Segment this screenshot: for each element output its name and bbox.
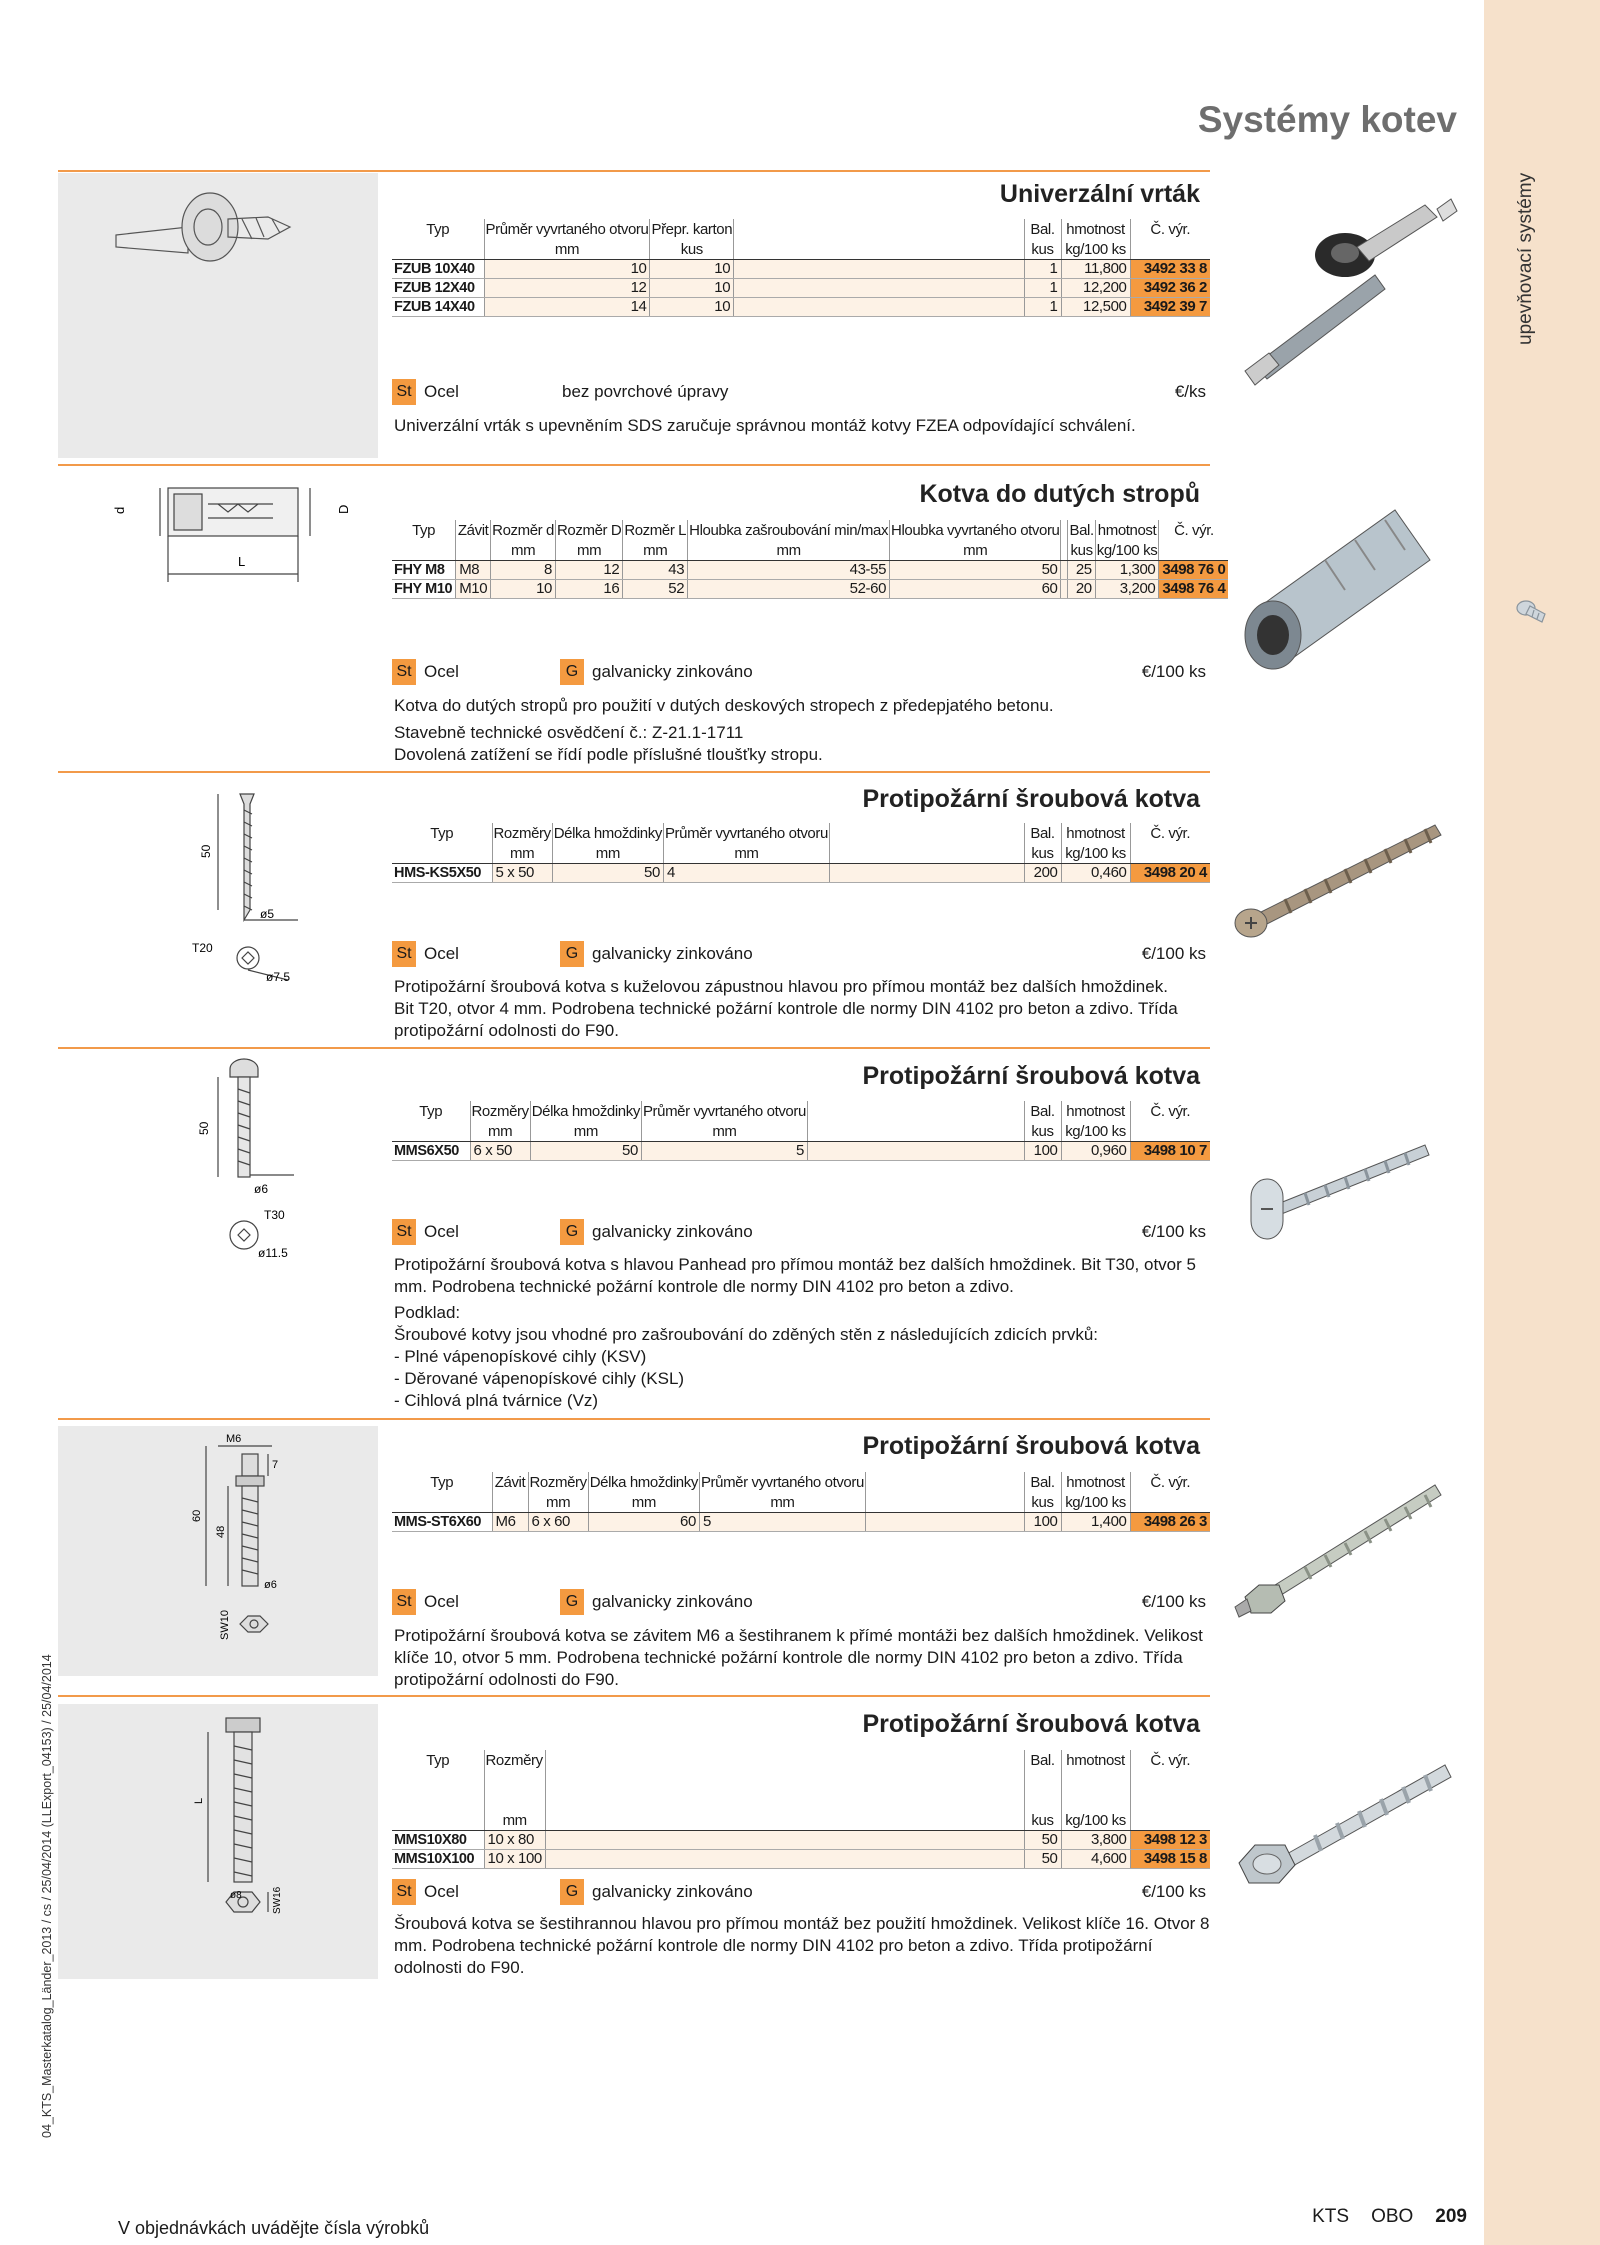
col-header: Přepr. karton — [651, 221, 733, 238]
material-text: Ocel — [424, 1222, 459, 1241]
col-header: Rozměry — [484, 1750, 545, 1770]
col-header: Průměr vyvrtaného otvoru — [485, 221, 649, 238]
product-number: 3492 33 8 — [1130, 260, 1210, 279]
technical-drawing — [58, 474, 378, 774]
section-divider — [58, 170, 1210, 172]
col-filler — [545, 1750, 1024, 1770]
surface-badge: G — [560, 1589, 584, 1615]
price-unit: €/100 ks — [1141, 1882, 1206, 1901]
table-row: MMS-ST6X60 M6 6 x 60 60 5 100 1,400 3498 26 3 — [392, 1513, 1210, 1532]
col-header: Rozměry — [529, 1474, 587, 1491]
col-header: Typ — [392, 1101, 470, 1121]
col-unit: kus — [1024, 239, 1061, 260]
table-row: HMS-KS5X50 5 x 50 50 4 200 0,460 3498 20 4 — [392, 864, 1210, 883]
material-row — [392, 941, 1210, 967]
drawing-label: 7 — [272, 1459, 279, 1471]
drawing-label: ø7.5 — [266, 970, 291, 984]
product-number: 3498 10 7 — [1130, 1142, 1210, 1161]
col-header: Typ — [392, 219, 484, 239]
col-header: Délka hmoždinky — [531, 1103, 640, 1120]
col-header: hmotnost — [1095, 520, 1159, 540]
drawing-label: 60 — [191, 1509, 203, 1522]
col-header: Bal. — [1024, 1101, 1061, 1121]
col-header: Závit — [456, 520, 491, 540]
description-line: - Plné vápenopískové cihly (KSV) — [394, 1347, 647, 1366]
product-number: 3492 39 7 — [1130, 298, 1210, 317]
surface-badge: G — [560, 659, 584, 685]
document-reference: 04_KTS_Masterkatalog_Länder_2013 / cs / 25/04/2014 (LLExport_04153) / 25/04/2014 — [40, 1654, 54, 2138]
drawing-label: ø6 — [254, 1182, 269, 1196]
price-unit: €/ks — [1174, 382, 1206, 401]
col-header: Hloubka vyvrtaného otvoru — [891, 522, 1060, 539]
drawing-label: D — [336, 504, 351, 514]
surface-text: galvanicky zinkováno — [592, 1592, 753, 1611]
table-row: FHY M8 M8 8 12 43 43-55 50 25 1,300 3498 76 0 — [392, 561, 1228, 580]
footer-brand-block — [1290, 2206, 1467, 2228]
price-unit: €/100 ks — [1141, 944, 1206, 963]
product-photo — [1225, 1085, 1465, 1285]
product-photo — [1225, 795, 1465, 995]
product-table: Typ Závit Rozměr d Rozměr D Rozměr L Hloubka zašroubování min/max Hloubka vyvrtaného otvoru Bal. hmotnost Č. výr. mm mm mm mm mm kus kg/100 ks FHY M8 M8 8 12 43 43-55 50 25 1,300 3498 76 0 FHY M10 M10 10 16 52 52-60 60 20 3,200 3498 76 4 — [392, 520, 1228, 599]
surface-text: galvanicky zinkováno — [592, 1222, 753, 1241]
product-description: Univerzální vrták s upevněním SDS zaručuje správnou montáž kotvy FZEA odpovídající schválení. — [394, 416, 1136, 435]
table-row: MMS10X100 10 x 100 50 4,600 3498 15 8 — [392, 1850, 1210, 1869]
material-badge: St — [392, 1879, 416, 1905]
material-badge: St — [392, 1219, 416, 1245]
material-badge: St — [392, 1589, 416, 1615]
material-row — [392, 379, 1210, 405]
side-band — [1484, 0, 1600, 2245]
col-header: hmotnost — [1061, 1750, 1130, 1770]
side-category-label: upevňovací systémy — [1515, 172, 1536, 345]
product-number: 3498 15 8 — [1130, 1850, 1210, 1869]
col-header: hmotnost — [1061, 1472, 1130, 1492]
col-header: Průměr vyvrtaného otvoru — [700, 1474, 864, 1491]
section-divider — [58, 1695, 1210, 1697]
section-title: Kotva do dutých stropů — [919, 480, 1200, 508]
col-header: hmotnost — [1061, 1101, 1130, 1121]
col-header: Č. výr. — [1150, 1752, 1191, 1769]
col-filler — [865, 1472, 1024, 1492]
col-header: Bal. — [1069, 522, 1094, 539]
surface-text: galvanicky zinkováno — [592, 1882, 753, 1901]
technical-drawing — [58, 780, 378, 1045]
drawing-label: 50 — [199, 844, 213, 858]
col-header: Délka hmoždinky — [589, 1474, 698, 1491]
price-unit: €/100 ks — [1141, 1222, 1206, 1241]
col-header: Č. výr. — [1150, 221, 1191, 238]
section-title: Protipožární šroubová kotva — [862, 1062, 1200, 1090]
drawing-label: T20 — [192, 941, 213, 955]
col-filler — [829, 823, 1024, 843]
product-number: 3498 20 4 — [1130, 864, 1210, 883]
table-row: MMS10X80 10 x 80 50 3,800 3498 12 3 — [392, 1831, 1210, 1850]
col-header: Rozměr d — [492, 522, 554, 539]
technical-drawing — [58, 1426, 378, 1676]
drawing-label: ø11.5 — [258, 1246, 288, 1260]
product-photo — [1225, 195, 1465, 395]
col-header: hmotnost — [1061, 823, 1130, 843]
technical-drawing — [58, 1704, 378, 1979]
product-number: 3498 76 0 — [1159, 561, 1229, 580]
col-header: Průměr vyvrtaného otvoru — [642, 1103, 806, 1120]
technical-drawing — [58, 173, 378, 458]
description-line: Dovolená zatížení se řídí podle příslušné tloušťky stropu. — [394, 745, 823, 764]
table-row: FZUB 14X40 14 10 1 12,500 3492 39 7 — [392, 298, 1210, 317]
drawing-label: ø5 — [260, 907, 275, 921]
col-header: Bal. — [1024, 1472, 1061, 1492]
col-unit: kg/100 ks — [1061, 239, 1130, 260]
description-line: Kotva do dutých stropů pro použití v dutých deskových stropech z předepjatého betonu. — [394, 696, 1054, 715]
product-description: Šroubová kotva se šestihrannou hlavou pro přímou montáž bez použití hmoždinek. Velikost klíče 16. Otvor 8 mm. Podrobena technické požární kontrole dle normy DIN 4102 pro beton a zdivo. Třída protipožární odolnosti do F90. — [394, 1914, 1210, 1977]
col-unit: mm — [484, 239, 650, 260]
material-row — [392, 659, 1210, 685]
col-header: Rozměr D — [557, 522, 622, 539]
material-text: Ocel — [424, 1882, 459, 1901]
col-header: Č. výr. — [1150, 825, 1191, 842]
col-header: Délka hmoždinky — [553, 825, 662, 842]
surface-text: galvanicky zinkováno — [592, 944, 753, 963]
surface-badge: G — [560, 1879, 584, 1905]
surface-text: galvanicky zinkováno — [592, 662, 753, 681]
section-divider — [58, 464, 1210, 466]
description-line: Podklad: — [394, 1303, 461, 1322]
table-row: FZUB 12X40 12 10 1 12,200 3492 36 2 — [392, 279, 1210, 298]
drawing-label: ø8 — [230, 1890, 242, 1901]
drawing-label: d — [112, 506, 127, 514]
col-header: Hloubka zašroubování min/max — [689, 522, 889, 539]
material-badge: St — [392, 659, 416, 685]
description-line: - Děrované vápenopískové cihly (KSL) — [394, 1369, 685, 1388]
col-header: Bal. — [1024, 823, 1061, 843]
product-photo — [1225, 490, 1465, 690]
drawing-label: 48 — [215, 1525, 227, 1538]
description-line: Šroubové kotvy jsou vhodné pro zašroubování do zděných stěn z následujících zdicích prvků: — [394, 1325, 1099, 1344]
col-header: hmotnost — [1061, 219, 1130, 239]
product-table: Typ Rozměry Délka hmoždinky Průměr vyvrtaného otvoru Bal. hmotnost Č. výr. mm mm mm kus kg/100 ks HMS-KS5X50 5 x 50 50 4 200 0,460 3498 20 4 — [392, 823, 1210, 883]
col-filler — [807, 1101, 1024, 1121]
col-header: Bal. — [1024, 1750, 1061, 1770]
col-header: Typ — [392, 1750, 484, 1770]
description-line: Stavebně technické osvědčení č.: Z-21.1-1711 — [394, 723, 744, 742]
surface-badge: G — [560, 1219, 584, 1245]
col-filler — [1061, 520, 1068, 540]
material-badge: St — [392, 941, 416, 967]
material-text: Ocel — [424, 944, 459, 963]
price-unit: €/100 ks — [1141, 1592, 1206, 1611]
drawing-label: L — [238, 554, 246, 569]
col-header: Typ — [392, 520, 456, 540]
material-row — [392, 1879, 1210, 1905]
col-header: Rozměr L — [624, 522, 687, 539]
col-header: Č. výr. — [1150, 1103, 1191, 1120]
drawing-label: L — [193, 1797, 205, 1804]
product-table: Typ Závit Rozměry Délka hmoždinky Průměr vyvrtaného otvoru Bal. hmotnost Č. výr. mm mm mm kus kg/100 ks MMS-ST6X60 M6 6 x 60 60 5 100 1,400 3498 26 3 — [392, 1472, 1210, 1532]
col-header: Rozměry — [471, 1103, 529, 1120]
col-header: Typ — [392, 823, 492, 843]
anchor-icon — [1512, 592, 1552, 632]
material-text: Ocel — [424, 382, 459, 401]
material-text: Ocel — [424, 1592, 459, 1611]
product-description: Protipožární šroubová kotva se závitem M6 a šestihranem k přímé montáži bez dalších hmoždinek. Velikost klíče 10, otvor 5 mm. Podrobena technické požární kontrole dle normy DIN 4102 pro beton a zdivo. Třída protipožární odolnosti do F90. — [394, 1626, 1203, 1689]
section-divider — [58, 771, 1210, 773]
drawing-label: T30 — [264, 1208, 285, 1222]
footer-company: OBO — [1371, 2206, 1414, 2227]
col-header: Závit — [492, 1472, 528, 1492]
section-title: Univerzální vrták — [999, 180, 1200, 208]
material-row — [392, 1589, 1210, 1615]
material-text: Ocel — [424, 662, 459, 681]
col-header: Č. výr. — [1174, 522, 1214, 539]
product-photo — [1225, 1725, 1465, 1925]
product-table — [392, 219, 1210, 317]
section-divider — [58, 1418, 1210, 1420]
product-description: Protipožární šroubová kotva s hlavou Panhead pro přímou montáž bez dalších hmoždinek. Bit T30, otvor 5 mm. Podrobena technické požární kontrole dle normy DIN 4102 pro beton a zdivo. — [394, 1255, 1196, 1296]
product-number: 3492 36 2 — [1130, 279, 1210, 298]
section-title: Protipožární šroubová kotva — [862, 785, 1200, 813]
product-photo — [1225, 1455, 1465, 1655]
col-header: Rozměry — [493, 825, 551, 842]
section-title: Protipožární šroubová kotva — [862, 1710, 1200, 1738]
drawing-label: 50 — [197, 1121, 211, 1135]
section-title: Protipožární šroubová kotva — [862, 1432, 1200, 1460]
col-header: Bal. — [1024, 219, 1061, 239]
product-number: 3498 12 3 — [1130, 1831, 1210, 1850]
description-line: - Cihlová plná tvárnice (Vz) — [394, 1391, 599, 1410]
col-header: Typ — [392, 1472, 492, 1492]
section-divider — [58, 1047, 1210, 1049]
product-number: 3498 76 4 — [1159, 580, 1229, 599]
drawing-label: SW16 — [272, 1886, 283, 1914]
price-unit: €/100 ks — [1141, 662, 1206, 681]
technical-drawing — [58, 1055, 378, 1275]
table-row: FZUB 10X40 10 10 1 11,800 3492 33 8 — [392, 260, 1210, 279]
drawing-label: SW10 — [219, 1610, 231, 1640]
col-header: Průměr vyvrtaného otvoru — [664, 825, 828, 842]
material-row — [392, 1219, 1210, 1245]
drawing-label: M6 — [226, 1433, 242, 1445]
drawing-label: ø6 — [264, 1579, 277, 1591]
table-row: FHY M10 M10 10 16 52 52-60 60 20 3,200 3498 76 4 — [392, 580, 1228, 599]
product-table: Typ Rozměry Bal. hmotnost Č. výr. mm kus kg/100 ks MMS10X80 10 x 80 50 3,800 3498 12 3 MMS10X100 10 x 100 50 4,600 3498 15 8 — [392, 1750, 1210, 1869]
table-row: MMS6X50 6 x 50 50 5 100 0,960 3498 10 7 — [392, 1142, 1210, 1161]
material-badge: St — [392, 379, 416, 405]
surface-text: bez povrchové úpravy — [562, 382, 729, 401]
page-title: Systémy kotev — [1197, 99, 1457, 140]
footer-brand: KTS — [1312, 2206, 1350, 2227]
product-number: 3498 26 3 — [1130, 1513, 1210, 1532]
col-unit: kus — [650, 239, 734, 260]
col-filler — [734, 219, 1024, 239]
col-header: Č. výr. — [1150, 1474, 1191, 1491]
product-table: Typ Rozměry Délka hmoždinky Průměr vyvrtaného otvoru Bal. hmotnost Č. výr. mm mm mm kus kg/100 ks MMS6X50 6 x 50 50 5 100 0,960 3498 10 7 — [392, 1101, 1210, 1161]
page-number: 209 — [1435, 2206, 1467, 2227]
footer-note: V objednávkách uvádějte čísla výrobků — [118, 2218, 430, 2238]
product-description: Protipožární šroubová kotva s kuželovou zápustnou hlavou pro přímou montáž bez dalších hmoždinek. Bit T20, otvor 4 mm. Podrobena technické požární kontrole dle normy DIN 4102 pro beton a zdivo. Třída protipožární odolnosti do F90. — [394, 977, 1178, 1040]
surface-badge: G — [560, 941, 584, 967]
